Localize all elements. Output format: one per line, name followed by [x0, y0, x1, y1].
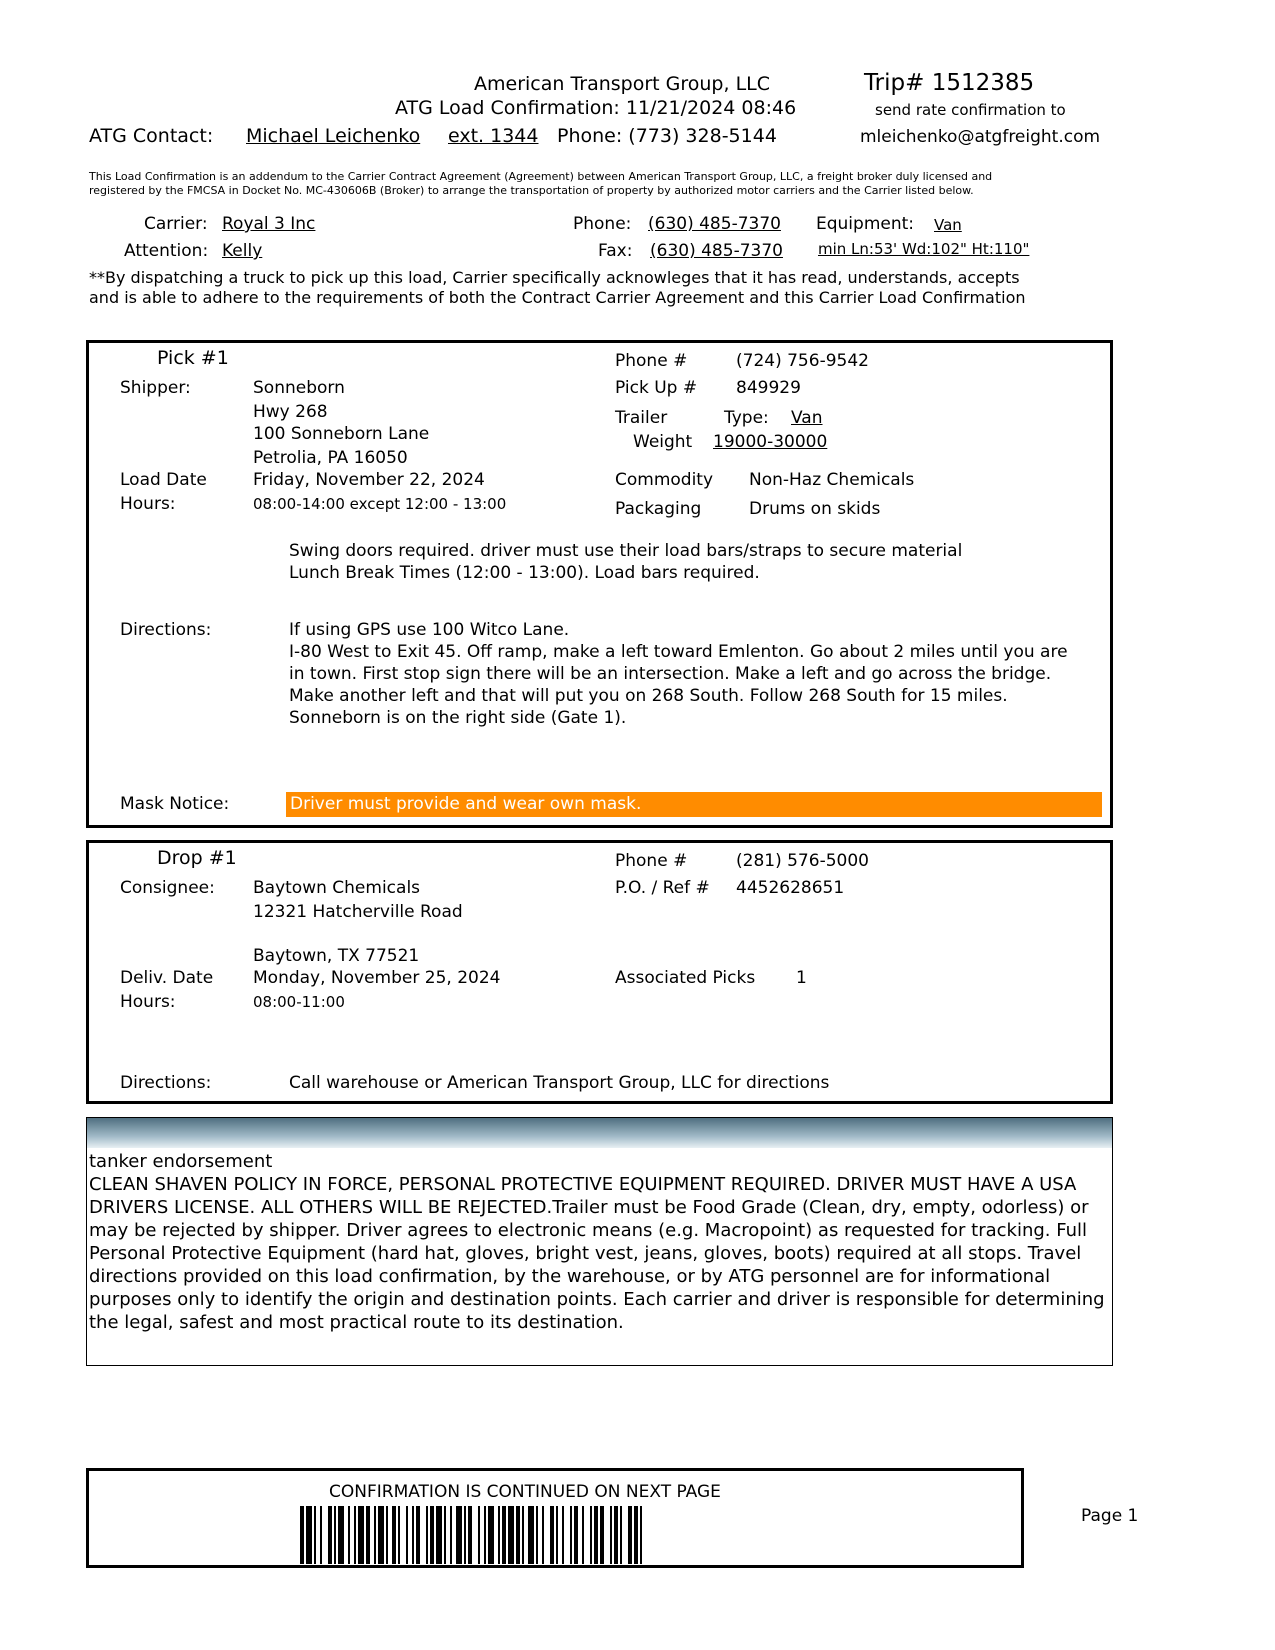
barcode-bar [320, 1506, 322, 1564]
packaging: Drums on skids [749, 499, 881, 519]
barcode-bar [328, 1506, 332, 1564]
pick-directions-text: I-80 West to Exit 45. Off ramp, make a left toward Emlenton. Go about 2 miles until you are in town. First stop sign there will be an intersection. Make a left and go across the bridge. Make another left and that will put you on 268 South. Follow 268 South for 15 miles. Sonneborn is on the right side (Gate 1). [289, 642, 1068, 728]
contact-phone: Phone: (773) 328-5144 [557, 125, 777, 147]
barcode-bar [300, 1506, 304, 1564]
barcode-bar [456, 1506, 462, 1564]
pick-title: Pick #1 [157, 347, 229, 369]
barcode-bar [536, 1506, 538, 1564]
trailer-type-label: Type: [724, 408, 769, 428]
barcode-bar [550, 1506, 554, 1564]
barcode-bar [528, 1506, 534, 1564]
barcode-bar [478, 1506, 480, 1564]
carrier-name: Royal 3 Inc [222, 214, 316, 234]
deliv-date: Monday, November 25, 2024 [253, 968, 501, 988]
pickup-number: 849929 [736, 378, 801, 398]
drop-title: Drop #1 [157, 847, 237, 869]
pick-notes-line-1: Swing doors required. driver must use their load bars/straps to secure material [289, 541, 963, 561]
mask-notice-label: Mask Notice: [120, 794, 230, 814]
notes-header-bar [87, 1118, 1112, 1148]
shipper-address-3: Petrolia, PA 16050 [253, 448, 408, 468]
pick-phone-label: Phone # [615, 351, 688, 371]
drop-directions-label: Directions: [120, 1073, 212, 1093]
contact-label: ATG Contact: [89, 125, 214, 147]
barcode-bar [556, 1506, 558, 1564]
barcode-bar [334, 1506, 336, 1564]
pickup-number-label: Pick Up # [615, 378, 698, 398]
packaging-label: Packaging [615, 499, 702, 519]
barcode-bar [444, 1506, 446, 1564]
drop-section [86, 840, 1113, 1104]
barcode-bar [488, 1506, 494, 1564]
carrier-label: Carrier: [144, 214, 208, 234]
pick-hours-label: Hours: [120, 494, 176, 514]
load-date: Friday, November 22, 2024 [253, 470, 485, 490]
barcode-bar [542, 1506, 544, 1564]
consignee-name: Baytown Chemicals [253, 878, 421, 898]
shipper-label: Shipper: [120, 378, 191, 398]
pick-notes-line-2: Lunch Break Times (12:00 - 13:00). Load bars required. [289, 563, 760, 583]
barcode-bar [374, 1506, 376, 1564]
barcode-bar [366, 1506, 370, 1564]
page-number: Page 1 [1081, 1506, 1139, 1526]
pick-phone: (724) 756-9542 [736, 351, 869, 371]
barcode-bar [562, 1506, 564, 1564]
pick-section [86, 340, 1113, 828]
shipper-address-2: 100 Sonneborn Lane [253, 424, 430, 444]
barcode-bar [614, 1506, 618, 1564]
drop-hours: 08:00-11:00 [253, 993, 345, 1011]
load-confirmation-date: ATG Load Confirmation: 11/21/2024 08:46 [395, 97, 797, 119]
attention-label: Attention: [124, 241, 209, 261]
notes-section [86, 1117, 1113, 1366]
barcode-bar [628, 1506, 632, 1564]
barcode-bar [502, 1506, 506, 1564]
barcode-bar [634, 1506, 638, 1564]
barcode-bar [306, 1506, 312, 1564]
barcode-bar [338, 1506, 344, 1564]
barcode-bar [508, 1506, 514, 1564]
barcode-bar [348, 1506, 350, 1564]
barcode-bar [574, 1506, 578, 1564]
po-ref-label: P.O. / Ref # [615, 878, 710, 898]
attention-name: Kelly [222, 241, 263, 261]
disclaimer-line-2: registered by the FMCSA in Docket No. MC-430606B (Broker) to arrange the transportation of property by authorized motor carriers and the Carrier listed below. [89, 184, 974, 197]
barcode-bar [406, 1506, 408, 1564]
drop-hours-label: Hours: [120, 992, 176, 1012]
consignee-address-1: 12321 Hatcherville Road [253, 902, 463, 922]
barcode-bar [354, 1506, 356, 1564]
equipment-value: Van [934, 216, 962, 234]
barcode-bar [640, 1506, 642, 1564]
carrier-fax-label: Fax: [598, 241, 633, 261]
equipment-dimensions: min Ln:53' Wd:102" Ht:110" [818, 240, 1030, 258]
equipment-label: Equipment: [816, 214, 915, 234]
barcode-bar [378, 1506, 384, 1564]
barcode-bar [610, 1506, 612, 1564]
barcode-bar [464, 1506, 466, 1564]
pick-hours: 08:00-14:00 except 12:00 - 13:00 [253, 495, 507, 513]
deliv-date-label: Deliv. Date [120, 968, 214, 988]
mask-notice-banner: Driver must provide and wear own mask. [286, 792, 1102, 817]
consignee-label: Consignee: [120, 878, 215, 898]
associated-picks-value: 1 [796, 968, 807, 988]
trailer-label: Trailer [615, 408, 668, 428]
company-name: American Transport Group, LLC [474, 73, 771, 95]
commodity-label: Commodity [615, 470, 714, 490]
disclaimer-line-1: This Load Confirmation is an addendum to the Carrier Contract Agreement (Agreement) between American Transport Group, LLC, a freight broker duly licensed and [89, 170, 993, 183]
po-ref: 4452628651 [736, 878, 845, 898]
barcode-bar [590, 1506, 592, 1564]
barcode-bar [358, 1506, 364, 1564]
barcode-bar [498, 1506, 500, 1564]
barcode-bar [412, 1506, 414, 1564]
continued-text: CONFIRMATION IS CONTINUED ON NEXT PAGE [329, 1482, 721, 1502]
drop-phone-label: Phone # [615, 851, 688, 871]
contact-name: Michael Leichenko [246, 125, 421, 147]
carrier-phone: (630) 485-7370 [648, 214, 781, 234]
shipper-address-1: Hwy 268 [253, 402, 328, 422]
barcode-bar [386, 1506, 388, 1564]
barcode-bar [620, 1506, 622, 1564]
barcode-bar [392, 1506, 396, 1564]
barcode-bar [516, 1506, 520, 1564]
barcode-bar [436, 1506, 442, 1564]
weight-value: 19000-30000 [713, 432, 828, 452]
barcode-bar [594, 1506, 598, 1564]
shipper-name: Sonneborn [253, 378, 345, 398]
commodity: Non-Haz Chemicals [749, 470, 915, 490]
acknowledge-line-1: **By dispatching a truck to pick up this load, Carrier specifically acknowleges that it has read, understands, accepts [89, 268, 1020, 287]
barcode-bar [416, 1506, 420, 1564]
carrier-phone-label: Phone: [573, 214, 632, 234]
load-date-label: Load Date [120, 470, 207, 490]
barcode-bar [484, 1506, 486, 1564]
barcode-bar [570, 1506, 572, 1564]
barcode-bar [450, 1506, 452, 1564]
drop-directions: Call warehouse or American Transport Group, LLC for directions [289, 1073, 830, 1093]
barcode [300, 1506, 809, 1564]
contact-email: mleichenko@atgfreight.com [860, 127, 1101, 147]
pick-directions-label: Directions: [120, 620, 212, 640]
weight-label: Weight [633, 432, 693, 452]
associated-picks-label: Associated Picks [615, 968, 756, 988]
barcode-bar [314, 1506, 316, 1564]
notes-text: tanker endorsement CLEAN SHAVEN POLICY IN FORCE, PERSONAL PROTECTIVE EQUIPMENT REQUIRED. DRIVER MUST HAVE A USA DRIVERS LICENSE. ALL OTHERS WILL BE REJECTED.Trailer must be Food Grade (Clean, dry, empty, odorless) or may be rejected by shipper. Driver agrees to electronic means (e.g. Macropoint) as requested for tracking. Full Personal Protective Equipment (hard hat, gloves, bright vest, jeans, gloves, boots) required at all stops. Travel directions provided on this load confirmation, by the warehouse, or by ATG personnel are for informational purposes only to identify the origin and destination points. Each carrier and driver is responsible for determining the legal, safest and most practical route to its destination. [89, 1151, 1105, 1333]
barcode-bar [522, 1506, 524, 1564]
carrier-fax: (630) 485-7370 [650, 241, 783, 261]
acknowledge-line-2: and is able to adhere to the requirements of both the Contract Carrier Agreement and this Carrier Load Confirmation [89, 288, 1026, 307]
drop-phone: (281) 576-5000 [736, 851, 869, 871]
trip-number: Trip# 1512385 [864, 70, 1035, 96]
barcode-bar [398, 1506, 400, 1564]
barcode-bar [582, 1506, 584, 1564]
barcode-bar [426, 1506, 428, 1564]
consignee-address-2: Baytown, TX 77521 [253, 946, 420, 966]
pick-directions-line-1: If using GPS use 100 Witco Lane. [289, 620, 570, 640]
barcode-bar [600, 1506, 604, 1564]
contact-ext: ext. 1344 [448, 125, 539, 147]
barcode-bar [468, 1506, 472, 1564]
barcode-bar [430, 1506, 434, 1564]
trailer-type: Van [791, 408, 823, 428]
send-rate-text: send rate confirmation to [875, 101, 1066, 119]
